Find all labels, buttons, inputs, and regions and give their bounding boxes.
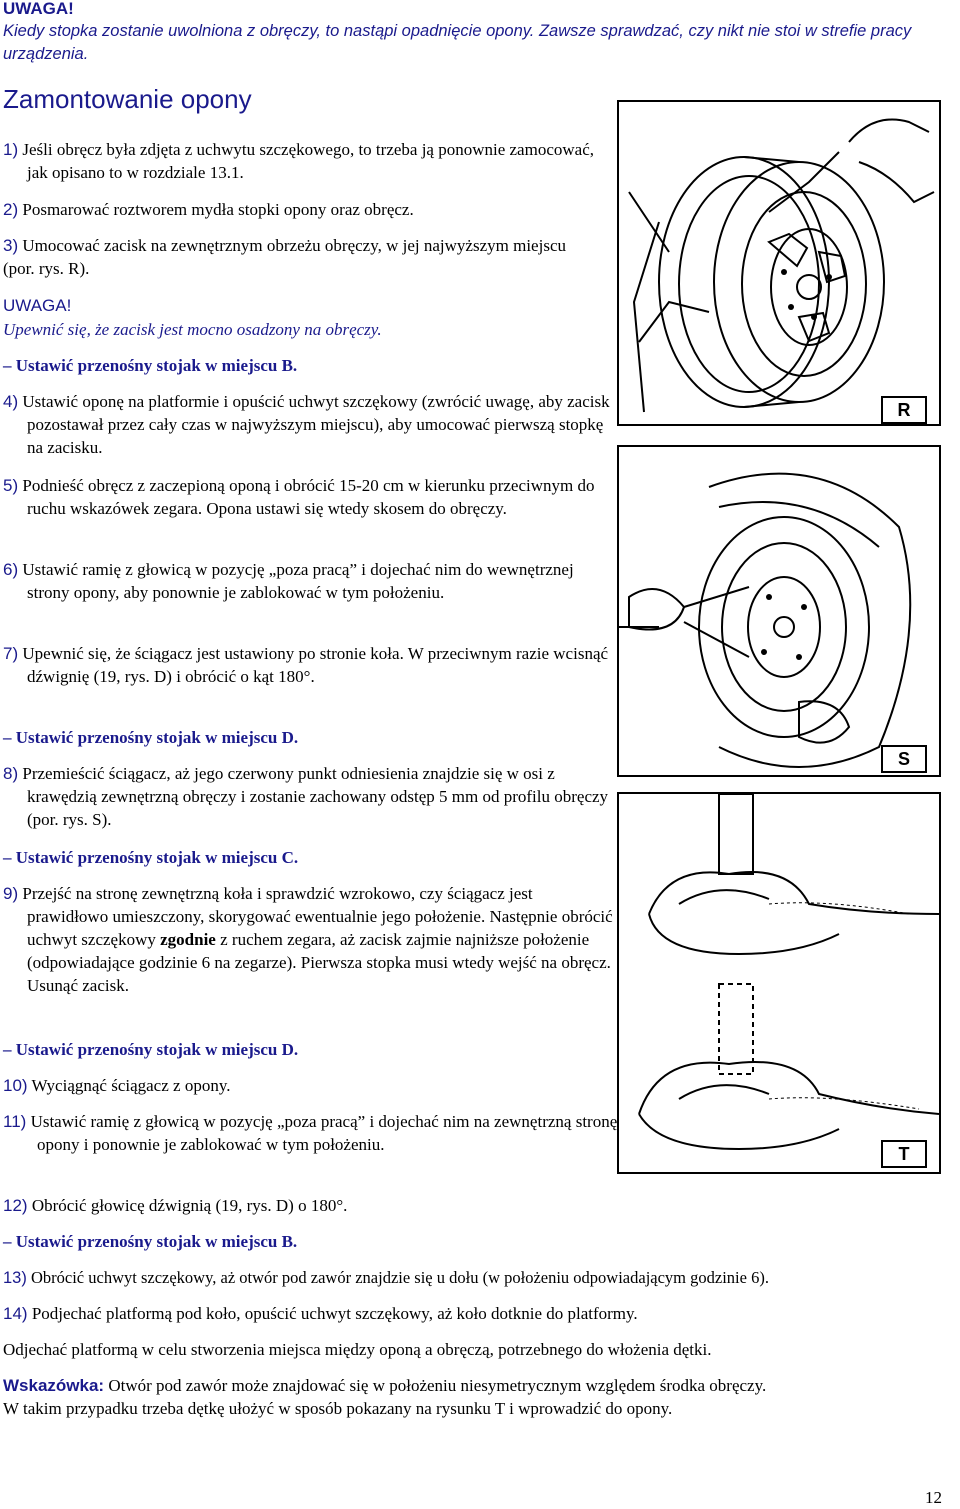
warning-heading-top: UWAGA! (3, 0, 74, 18)
step-1 (3, 138, 617, 184)
step-13-number: 13) (3, 1269, 27, 1287)
warning-heading-mid: UWAGA! (3, 296, 72, 315)
step-10-number: 10) (3, 1076, 28, 1095)
stand-instruction-d-1: – Ustawić przenośny stojak w miejscu D. (3, 728, 299, 747)
hint-text-1: Otwór pod zawór może znajdować się w położeniu niesymetrycznym względem środka obręczy. (108, 1376, 767, 1395)
figure-t (617, 792, 941, 1174)
step-11-text: Ustawić ramię z głowicą w pozycję „poza pracą” i dojechać nim na zewnętrzną stronę opony i ponownie je zablokować w tym położeniu. (30, 1112, 618, 1154)
step-5-text: Podnieść obręcz z zaczepioną oponą i obrócić 15-20 cm w kierunku przeciwnym do ruchu wskazówek zegara. Opona ustawi się wtedy skosem do obręczy. (22, 476, 595, 518)
hint-line-2: W takim przypadku trzeba dętkę ułożyć w sposób pokazany na rysunku T i wprowadzić do opony. (3, 1399, 673, 1418)
figure-t-illustration (619, 794, 939, 1172)
figure-s (617, 445, 941, 777)
warning-text-mid: Upewnić się, że zacisk jest mocno osadzony na obręczy. (3, 320, 382, 339)
step-12 (3, 1194, 593, 1217)
step-8-number: 8) (3, 764, 19, 783)
step-12-number: 12) (3, 1196, 28, 1215)
hint-label: Wskazówka: (3, 1376, 105, 1395)
step-5 (3, 474, 617, 520)
step-9-number: 9) (3, 884, 19, 903)
step-13-text: Obrócić uchwyt szczękowy, aż otwór pod zawór znajdzie się u dołu (w położeniu odpowiadającym godzinie 6). (30, 1268, 769, 1287)
step-14 (3, 1302, 958, 1325)
step-14-number: 14) (3, 1304, 28, 1323)
figure-t-label: T (881, 1140, 927, 1168)
step-7 (3, 642, 617, 688)
step-2-text: Posmarować roztworem mydła stopki opony oraz obręcz. (22, 200, 414, 219)
step-2-number: 2) (3, 200, 19, 219)
step-2 (3, 198, 593, 221)
step-6-text: Ustawić ramię z głowicą w pozycję „poza pracą” i dojechać nim do wewnętrznej strony opony, aby ponownie je zablokować w tym położeniu. (22, 560, 574, 602)
hint-line-1 (3, 1374, 958, 1397)
step-7-text: Upewnić się, że ściągacz jest ustawiony po stronie koła. W przeciwnym razie wcisnąć dźwignię (19, rys. D) i obrócić o kąt 180°. (22, 644, 609, 686)
step-11-number: 11) (3, 1112, 27, 1131)
step-5-number: 5) (3, 476, 19, 495)
warning-text-top: Kiedy stopka zostanie uwolniona z obręczy, to nastąpi opadnięcie opony. Zawsze sprawdzać, czy nikt nie stoi w strefie pracy urządzenia. (3, 22, 912, 63)
paragraph-drive-platform: Odjechać platformą w celu stworzenia miejsca między oponą a obręczą, potrzebnego do włożenia dętki. (3, 1340, 712, 1359)
step-3 (3, 234, 593, 280)
step-8 (3, 762, 617, 831)
step-9-bold-word: zgodnie (160, 930, 216, 949)
step-9 (3, 882, 617, 997)
step-11 (3, 1110, 627, 1156)
page-number: 12 (925, 1488, 942, 1507)
step-4-number: 4) (3, 392, 19, 411)
stand-instruction-c: – Ustawić przenośny stojak w miejscu C. (3, 848, 299, 867)
step-4 (3, 390, 617, 459)
step-14-text: Podjechać platformą pod koło, opuścić uchwyt szczękowy, aż koło dotknie do platformy. (31, 1304, 638, 1323)
step-7-number: 7) (3, 644, 19, 663)
step-12-text: Obrócić głowicę dźwignią (19, rys. D) o 180°. (31, 1196, 348, 1215)
step-3-number: 3) (3, 236, 19, 255)
stand-instruction-d-2: – Ustawić przenośny stojak w miejscu D. (3, 1040, 299, 1059)
step-1-text: Jeśli obręcz była zdjęta z uchwytu szczękowego, to trzeba ją ponownie zamocować, jak opisano to w rozdziale 13.1. (22, 140, 594, 182)
step-8-text: Przemieścić ściągacz, aż jego czerwony punkt odniesienia znajdzie się w osi z krawędzią zewnętrzną obręczy i zostanie zachowany odstęp 5 mm od profilu obręczy (por. rys. S). (22, 764, 609, 829)
step-3-text: Umocować zacisk na zewnętrznym obrzeżu obręczy, w jej najwyższym miejscu (por. rys. R). (3, 236, 566, 278)
step-10 (3, 1074, 593, 1097)
stand-instruction-b-1: – Ustawić przenośny stojak w miejscu B. (3, 356, 298, 375)
figure-r-label: R (881, 396, 927, 424)
step-6 (3, 558, 617, 604)
stand-instruction-b-2: – Ustawić przenośny stojak w miejscu B. (3, 1232, 298, 1251)
figure-r (617, 100, 941, 426)
section-title: Zamontowanie opony (3, 84, 252, 114)
step-9-text-b: z ruchem zegara, aż zacisk zajmie najniższe położenie (odpowiadające godzinie 6 na zegarze). Pierwsza stopka musi wtedy wejść na obręcz. Usunąć zacisk. (27, 930, 611, 995)
figure-s-illustration (619, 447, 939, 775)
figure-s-label: S (881, 745, 927, 773)
step-9-text-a: Przejść na stronę zewnętrzną koła i sprawdzić wzrokowo, czy ściągacz jest prawidłowo umieszczony, skorygować ewentualnie jego położenie. Następnie obrócić uchwyt szczękowy (22, 884, 613, 949)
step-13 (3, 1266, 958, 1290)
step-10-text: Wyciągnąć ściągacz z opony. (31, 1076, 231, 1095)
step-4-text: Ustawić oponę na platformie i opuścić uchwyt szczękowy (zwrócić uwagę, aby zacisk pozostawał przez cały czas w najwyższym miejscu), aby umocować pierwszą stopkę na zacisku. (22, 392, 610, 457)
figure-r-illustration (619, 102, 939, 424)
step-1-number: 1) (3, 140, 19, 159)
step-6-number: 6) (3, 560, 19, 579)
